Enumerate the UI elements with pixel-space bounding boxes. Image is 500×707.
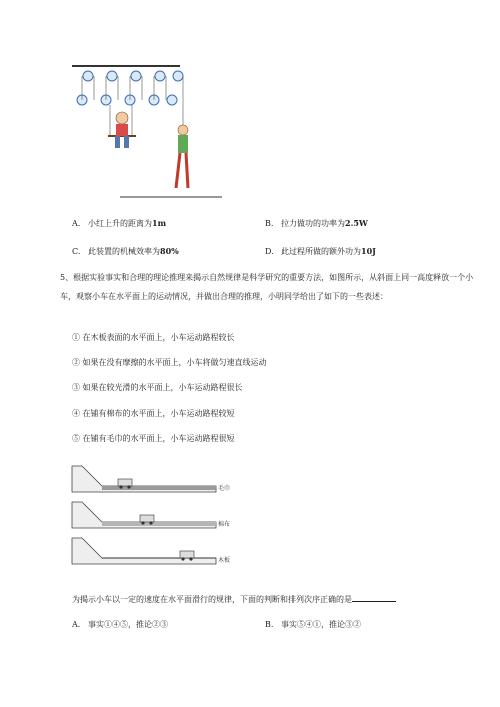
option-value: 2.5W — [345, 218, 368, 228]
option-text: 事实⑤④①，推论③② — [281, 620, 361, 629]
option-text: 此装置的机械效率为 — [88, 247, 160, 256]
incline-towel — [72, 466, 230, 492]
option-value: 1m — [152, 218, 167, 228]
q5-option-a — [72, 619, 168, 631]
option-text: 拉力做功的功率为 — [281, 219, 345, 228]
surface-label-cotton: 棉布 — [218, 521, 231, 528]
q4-option-c — [72, 245, 179, 258]
incline-cotton — [72, 502, 230, 528]
incline-figure — [66, 462, 246, 577]
incline-board — [72, 538, 230, 564]
option-letter: A. — [72, 620, 81, 629]
surface-label-board: 木板 — [218, 557, 231, 564]
option-letter: B. — [265, 219, 274, 228]
statement-4: ④ 在铺有棉布的水平面上，小车运动路程较短 — [72, 409, 235, 418]
option-value: 10J — [361, 246, 376, 256]
option-letter: A. — [72, 219, 81, 228]
option-letter: C. — [72, 247, 81, 256]
q5-question-text: 为揭示小车以一定的速度在水平面滑行的规律，下面的判断和排列次序正确的是 — [72, 595, 352, 604]
option-text: 事实①④⑤，推论②③ — [88, 620, 168, 629]
pulley-figure — [60, 58, 230, 203]
statement-2: ② 如果在没有摩擦的水平面上，小车将做匀速直线运动 — [72, 358, 267, 367]
surface-label-towel: 毛巾 — [218, 485, 231, 492]
q4-option-a — [72, 217, 166, 230]
statement-1: ① 在木板表面的水平面上，小车运动路程较长 — [72, 333, 235, 342]
q4-option-d — [265, 245, 376, 258]
q4-option-b — [265, 217, 368, 230]
option-letter: D. — [265, 247, 274, 256]
option-text: 此过程所做的额外功为 — [281, 247, 361, 256]
q5-question — [72, 592, 396, 606]
q5-stem: 5、根据实验事实和合理的理论推理来揭示自然规律是科学研究的重要方法，如图所示，从斜面上同一高度释放一个小车，观察小车在水平面上的运动情况，并做出合理的推理，小明同学给出了如下的一些表述： — [60, 273, 474, 301]
statement-5: ⑤ 在铺有毛巾的水平面上，小车运动路程很短 — [72, 434, 235, 443]
option-value: 80% — [160, 246, 179, 256]
answer-blank[interactable] — [352, 592, 396, 602]
statement-3: ③ 如果在较光滑的水平面上，小车运动路程很长 — [72, 383, 243, 392]
q5-option-b — [265, 619, 361, 631]
option-text: 小红上升的距离为 — [88, 219, 152, 228]
option-letter: B. — [265, 620, 274, 629]
